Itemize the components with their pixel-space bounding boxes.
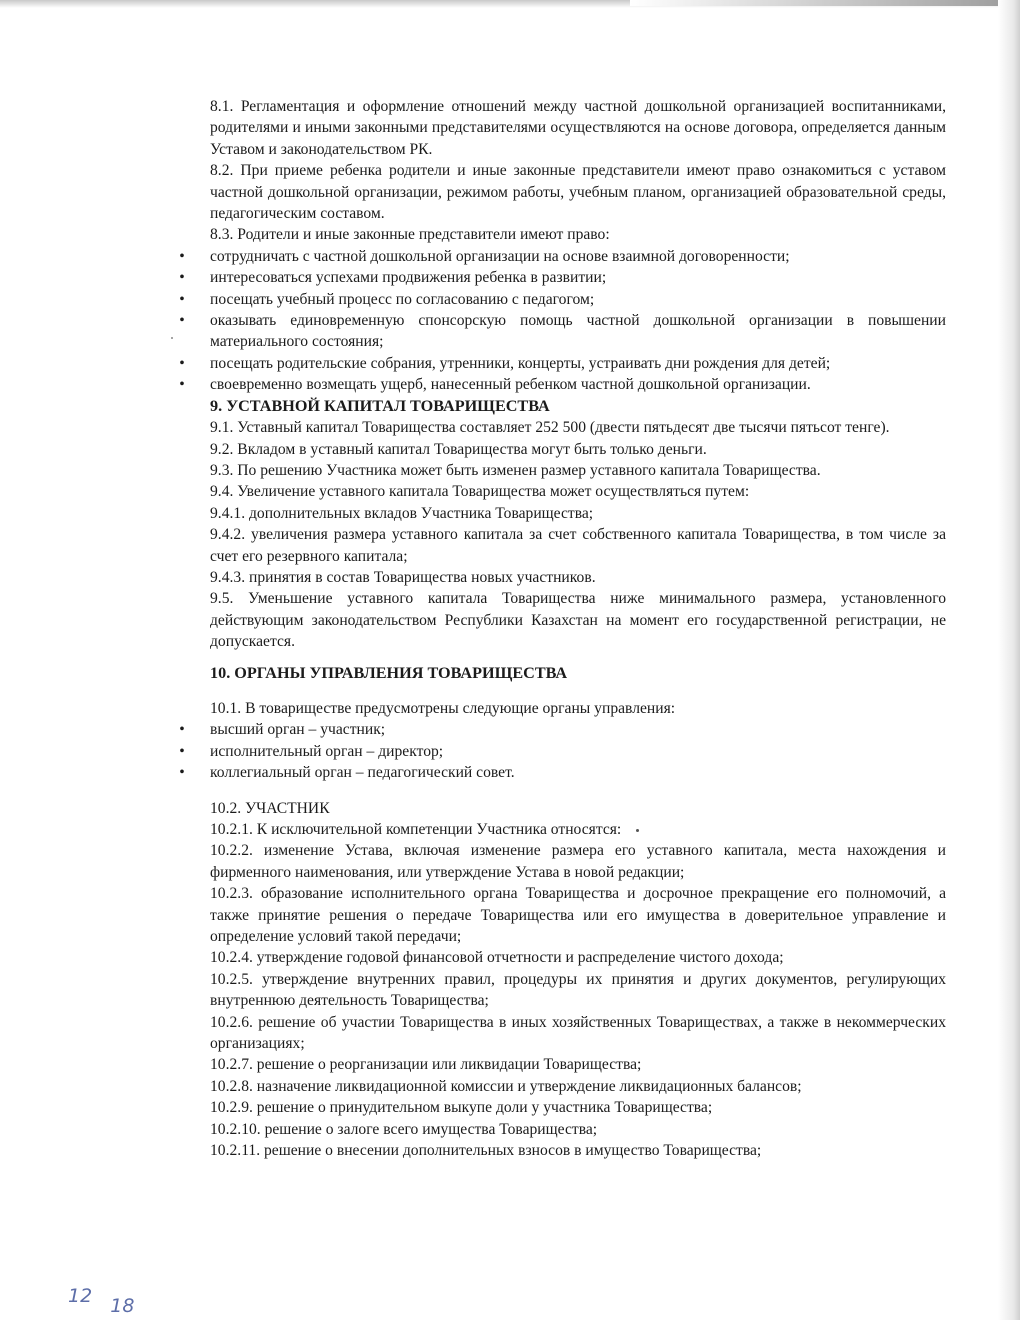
bullet-text: посещать учебный процесс по согласованию с педагогом; <box>210 290 595 308</box>
bullet-icon: • <box>179 376 185 394</box>
paragraph: 9.4.1. дополнительных вкладов Участника Товарищества; <box>210 504 594 522</box>
bullet-list <box>179 719 946 783</box>
paragraph: 10.2.5. утверждение внутренних правил, процедуры их принятия и других документов, регулирующих внутреннюю деятельность Товарищества; <box>210 970 946 1010</box>
bullet-icon: • <box>179 312 185 330</box>
paragraph: 10.2.1. К исключительной компетенции Участника относятся: <box>210 821 622 838</box>
paragraph: 10.2.10. решение о залоге всего имущества Товарищества; <box>210 1120 598 1138</box>
bullet-text: исполнительный орган – директор; <box>210 742 444 760</box>
paragraph: 9.4.3. принятия в состав Товарищества новых участников. <box>210 568 596 586</box>
bullet-item <box>179 246 946 267</box>
bullet-item <box>179 353 946 374</box>
bullet-item <box>179 741 946 762</box>
paragraph: 8.1. Регламентация и оформление отношений между частной дошкольной организацией воспитанниками, родителями и иными законными представителями осуществляются на основе договора, определяется данным Уставом и законодательством РК. <box>210 98 946 158</box>
paragraph: 9.3. По решению Участника может быть изменен размер уставного капитала Товарищества. <box>210 461 821 479</box>
section-heading: 9. УСТАВНОЙ КАПИТАЛ ТОВАРИЩЕСТВА <box>210 396 550 415</box>
document-body <box>179 96 946 1162</box>
handwritten-number-right: 18 <box>110 1295 135 1317</box>
bullet-text: сотрудничать с частной дошкольной организации на основе взаимной договоренности; <box>210 247 790 265</box>
bullet-icon: • <box>179 354 185 372</box>
paragraph: 10.2. УЧАСТНИК <box>210 799 330 817</box>
bullet-icon: • <box>179 247 185 265</box>
paragraph: 10.2.3. образование исполнительного органа Товарищества и досрочное прекращение его полномочий, а также принятие решения о передаче Товарищества или его имущества в доверительное управление и определение условий такой передачи; <box>210 885 946 946</box>
paragraph: 9.2. Вкладом в уставный капитал Товарищества могут быть только деньги. <box>210 440 707 458</box>
paragraph: 10.2.11. решение о внесении дополнительных взносов в имущество Товарищества; <box>210 1142 762 1160</box>
paragraph: 9.1. Уставный капитал Товарищества составляет 252 500 (двести пятьдесят две тысячи пятьсот тенге). <box>210 419 890 437</box>
scan-top-shadow <box>630 0 1020 6</box>
handwritten-number-left: 12 <box>68 1285 93 1307</box>
bullet-item <box>179 289 946 310</box>
scan-right-edge <box>998 0 1020 1320</box>
bullet-item <box>179 762 946 783</box>
paragraph: 10.2.4. утверждение годовой финансовой отчетности и распределение чистого дохода; <box>210 949 784 967</box>
paragraph: 8.2. При приеме ребенка родители и иные законные представители имеют право ознакомиться с уставом частной дошкольной организации, режимом работы, учебным планом, организацией образовательной среды, педагогическим составом. <box>210 162 946 223</box>
paragraph: 9.4. Увеличение уставного капитала Товарищества может осуществляться путем: <box>210 483 750 501</box>
bullet-text: высший орган – участник; <box>210 721 386 739</box>
bullet-icon: • <box>179 764 185 782</box>
paragraph: 9.4.2. увеличения размера уставного капитала за счет собственного капитала Товарищества, в том числе за счет его резервного капитала; <box>210 526 946 565</box>
bullet-icon: • <box>179 742 185 760</box>
bullet-icon: • <box>179 269 185 287</box>
bullet-item <box>179 267 946 288</box>
bullet-icon: • <box>179 290 185 308</box>
bullet-icon: • <box>179 721 185 739</box>
paragraph: 10.2.9. решение о принудительном выкупе доли у участника Товарищества; <box>210 1099 713 1117</box>
bullet-item <box>179 374 946 395</box>
paragraph: 10.2.8. назначение ликвидационной комиссии и утверждение ликвидационных балансов; <box>210 1077 802 1095</box>
bullet-text: оказывать единовременную спонсорскую помощь частной дошкольной организации в повышении материального состояния; <box>210 312 946 351</box>
scan-speck <box>636 829 639 832</box>
bullet-text: интересоваться успехами продвижения ребенка в развитии; <box>210 269 607 287</box>
paragraph: 10.2.7. решение о реорганизации или ликвидации Товарищества; <box>210 1056 642 1074</box>
bullet-text: своевременно возмещать ущерб, нанесенный ребенком частной дошкольной организации. <box>210 376 811 394</box>
bullet-text: посещать родительские собрания, утренники, концерты, устраивать дни рождения для детей; <box>210 354 831 372</box>
paragraph: 9.5. Уменьшение уставного капитала Товарищества ниже минимального размера, установленного действующим законодательством Республики Казахстан на момент его государственной регистрации, не допускается. <box>210 590 946 651</box>
paragraph: 8.3. Родители и иные законные представители имеют право: <box>210 226 610 244</box>
section-heading: 10. ОРГАНЫ УПРАВЛЕНИЯ ТОВАРИЩЕСТВА <box>210 663 568 682</box>
bullet-item <box>179 719 946 740</box>
bullet-list <box>179 246 946 396</box>
bullet-item <box>179 310 946 353</box>
paragraph: 10.1. В товариществе предусмотрены следующие органы управления: <box>210 699 676 717</box>
paragraph: 10.2.2. изменение Устава, включая изменение размера его уставного капитала, места нахождения и фирменного наименования, или утверждение Устава в новой редакции; <box>210 842 946 881</box>
scan-speck <box>171 337 173 339</box>
handwritten-page-numbers <box>68 1285 135 1317</box>
paragraph: 10.2.6. решение об участии Товарищества в иных хозяйственных Товариществах, а также в некоммерческих организациях; <box>210 1013 946 1053</box>
bullet-text: коллегиальный орган – педагогический совет. <box>210 764 515 782</box>
